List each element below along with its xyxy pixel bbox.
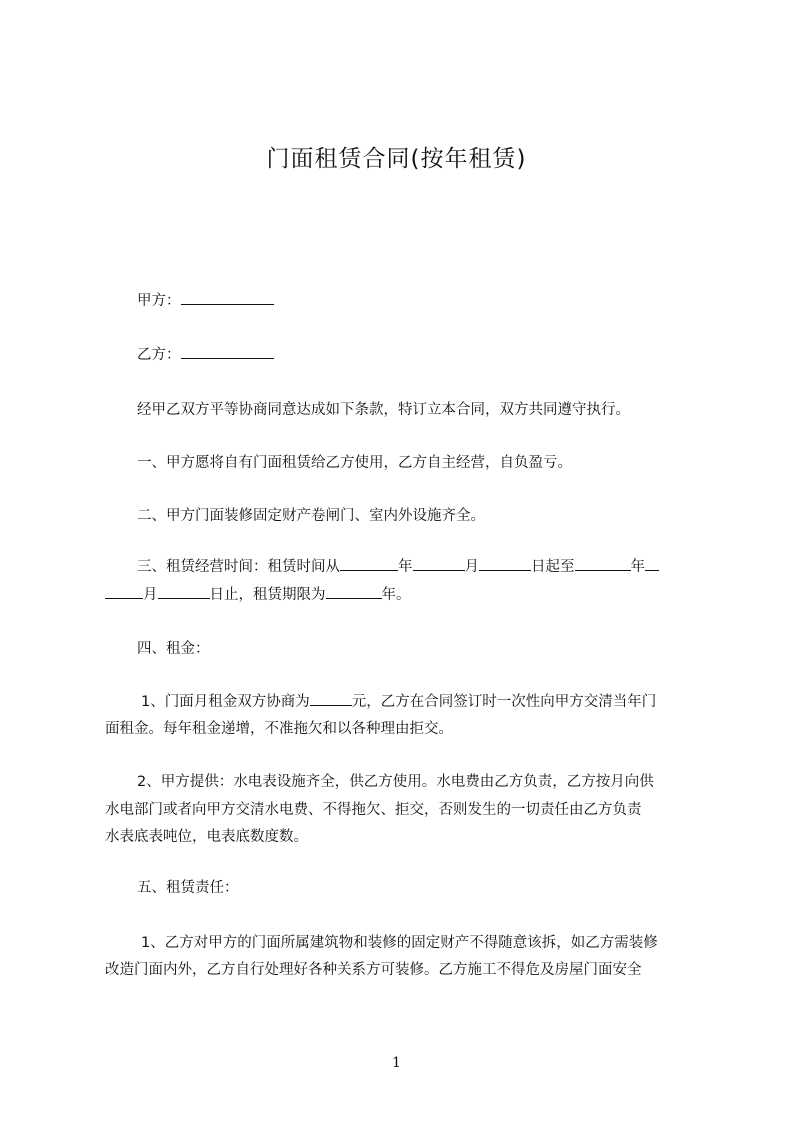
clause-4-heading: 四、租金：: [137, 641, 210, 657]
clause-2: 二、甲方门面装修固定财产卷闸门、室内外设施齐全。: [137, 508, 485, 524]
clause-4-2-line-2: 水电部门或者向甲方交清水电费、不得拖欠、拒交，否则发生的一切责任由乙方负责: [105, 802, 642, 818]
party-a-blank: [181, 290, 274, 305]
end-day-blank: [158, 584, 210, 599]
clause-4-2-line-3: 水表底表吨位，电表底数度数。: [105, 829, 308, 845]
end-month-blank-part-2: [105, 584, 143, 599]
clause-5-1-line-1: 1、乙方对甲方的门面所属建筑物和装修的固定财产不得随意该拆，如乙方需装修: [141, 935, 658, 951]
end-month-blank-part-1: [645, 556, 659, 571]
intro-paragraph: 经甲乙双方平等协商同意达成如下条款，特订立本合同，双方共同遵守执行。: [137, 402, 630, 418]
clause-1: 一、甲方愿将自有门面租赁给乙方使用，乙方自主经营，自负盈亏。: [137, 455, 572, 471]
clause-3-line-2: [105, 580, 705, 610]
end-year-blank: [575, 556, 631, 571]
clause-3-prefix: 三、租赁经营时间：租赁时间从: [137, 559, 340, 575]
clause-4-2-line-1: 2、甲方提供：水电表设施齐全，供乙方使用。水电费由乙方负责，乙方按月向供: [137, 774, 654, 790]
clause-3-year-label: 年: [398, 559, 413, 575]
party-b-blank: [181, 344, 274, 359]
clause-3-end-day-label: 日止，租赁期限为: [209, 587, 326, 603]
clause-3-years-label: 年。: [381, 587, 411, 603]
clause-3-line-1: [105, 552, 737, 582]
monthly-rent-blank: [310, 691, 352, 706]
clause-3-day-label: 日起至: [531, 559, 575, 575]
clause-4-1-suffix: 元，乙方在合同签订时一次性向甲方交清当年门: [351, 694, 657, 710]
start-year-blank: [340, 556, 398, 571]
start-day-blank: [479, 556, 531, 571]
clause-4-1-line-2: 面租金。每年租金递增，不准拖欠和以各种理由拒交。: [105, 721, 453, 737]
party-a-line: [105, 286, 737, 316]
start-month-blank: [413, 556, 465, 571]
document-title: 门面租赁合同(按年租赁): [266, 146, 527, 172]
clause-4-1-line-1: [105, 687, 741, 717]
party-b-line: [105, 340, 737, 370]
clause-4-1-prefix: 1、门面月租金双方协商为: [141, 694, 310, 710]
page-number: 1: [392, 1055, 401, 1071]
lease-years-blank: [326, 584, 382, 599]
clause-3-end-month-label: 月: [143, 587, 158, 603]
party-a-label: 甲方：: [137, 293, 181, 309]
clause-3-month-label: 月: [464, 559, 479, 575]
clause-5-heading: 五、租赁责任：: [137, 880, 239, 896]
party-b-label: 乙方：: [137, 347, 181, 363]
clause-3-end-year-label: 年: [630, 559, 645, 575]
clause-5-1-line-2: 改造门面内外，乙方自行处理好各种关系方可装修。乙方施工不得危及房屋门面安全: [105, 962, 642, 978]
